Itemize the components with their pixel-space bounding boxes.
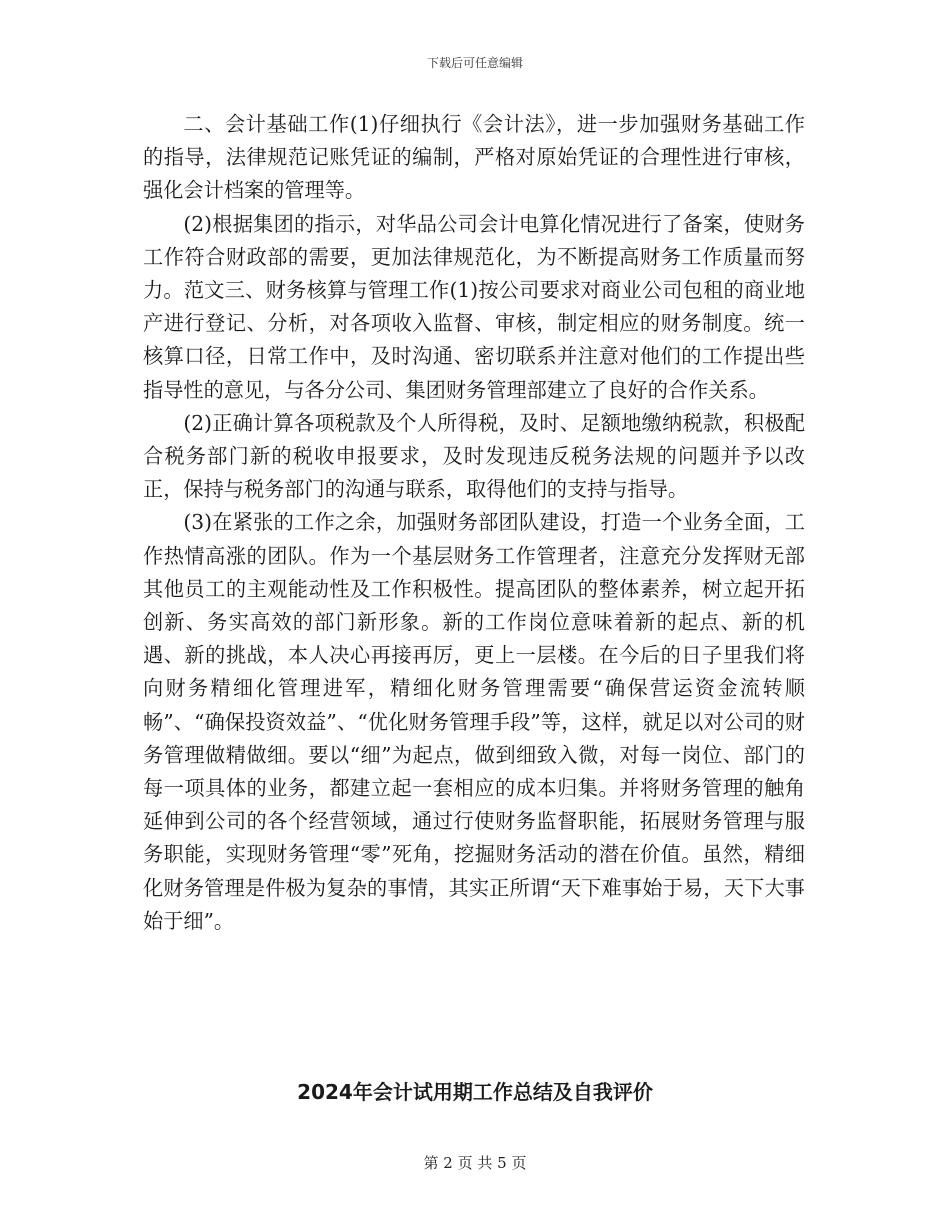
paragraph-computerization: (2)根据集团的指示，对华品公司会计电算化情况进行了备案，使财务工作符合财政部的需要，更加法律规范化，为不断提高财务工作质量而努力。范文三、财务核算与管理工作(1)按公司要求对商业公司包租的商业地产进行登记、分析，对各项收入监督、审核，制定相应的财务制度。统一核算口径，日常工作中，及时沟通、密切联系并注意对他们的工作提出些指导性的意见，与各分公司、集团财务管理部建立了良好的合作关系。	[143, 211, 805, 402]
document-body	[143, 108, 805, 938]
page-header-note: 下载后可任意编辑	[426, 56, 523, 70]
page-number: 第 2 页 共 5 页	[423, 1154, 527, 1172]
document-heading: 2024年会计试用期工作总结及自我评价	[297, 1080, 653, 1104]
paragraph-team-building: (3)在紧张的工作之余，加强财务部团队建设，打造一个业务全面，工作热情高涨的团队。作为一个基层财务工作管理者，注意充分发挥财无部其他员工的主观能动性及工作积极性。提高团队的整体素养，树立起开拓创新、务实高效的部门新形象。新的工作岗位意味着新的起点、新的机遇、新的挑战，本人决心再接再厉，更上一层楼。在今后的日子里我们将向财务精细化管理进军，精细化财务管理需要“确保营运资金流转顺畅”、“确保投资效益”、“优化财务管理手段”等，这样，就足以对公司的财务管理做精做细。要以“细”为起点，做到细致入微，对每一岗位、部门的每一项具体的业务，都建立起一套相应的成本归集。并将财务管理的触角延伸到公司的各个经营领域，通过行使财务监督职能，拓展财务管理与服务职能，实现财务管理“零”死角，挖掘财务活动的潜在价值。虽然，精细化财务管理是件极为复杂的事情，其实正所谓“天下难事始于易，天下大事始于细”。	[143, 510, 805, 933]
paragraph-tax: (2)正确计算各项税款及个人所得税，及时、足额地缴纳税款，积极配合税务部门新的税收申报要求，及时发现违反税务法规的问题并予以改正，保持与税务部门的沟通与联系，取得他们的支持与指导。	[143, 410, 805, 502]
paragraph-accounting-basics: 二、会计基础工作(1)仔细执行《会计法》，进一步加强财务基础工作的指导，法律规范记账凭证的编制，严格对原始凭证的合理性进行审核，强化会计档案的管理等。	[143, 112, 805, 203]
